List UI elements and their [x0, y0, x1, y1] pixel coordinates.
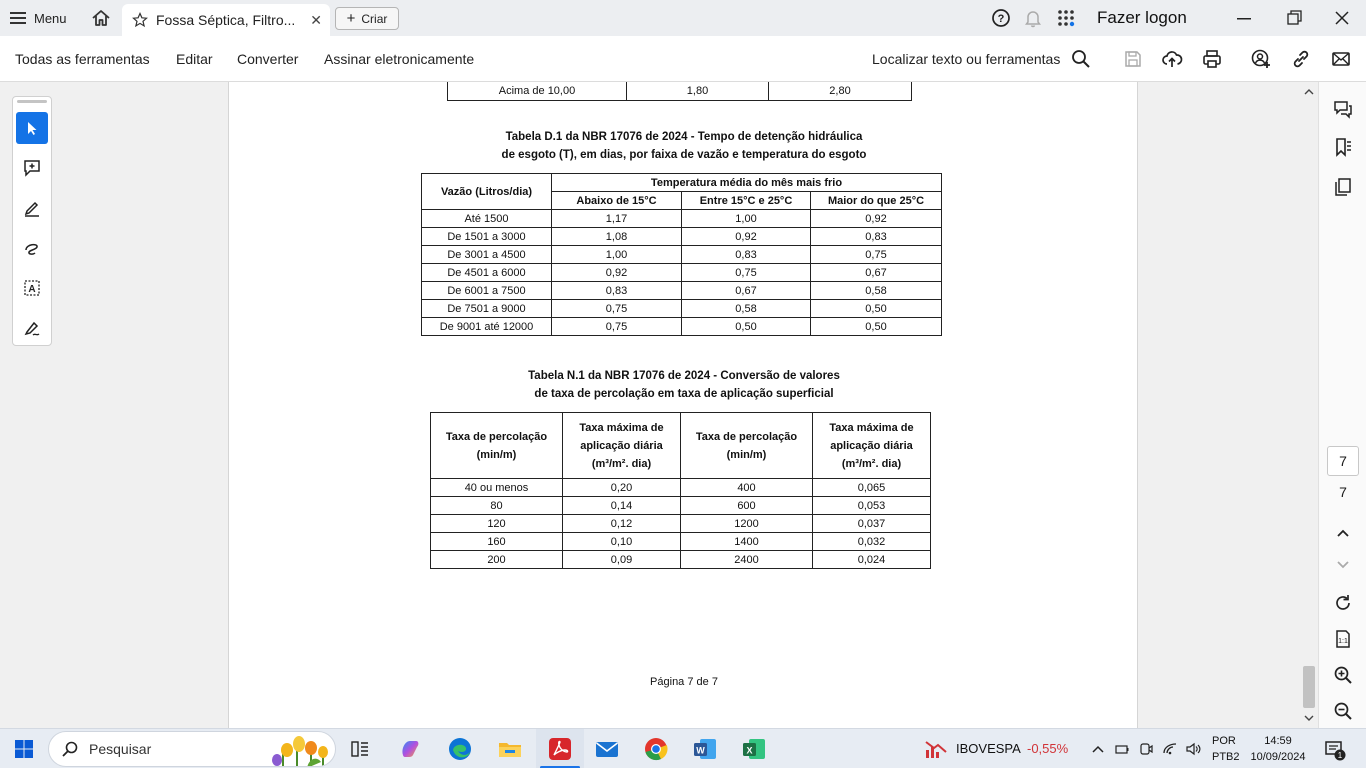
sign-in-button[interactable]: Fazer logon — [1097, 8, 1187, 27]
detention-time-cell: 0,67 — [811, 264, 942, 282]
header-line: Taxa máxima de — [829, 421, 914, 434]
detention-time-cell: 0,58 — [682, 300, 811, 318]
restore-icon[interactable] — [1282, 6, 1306, 30]
comment-tool[interactable] — [16, 152, 48, 184]
header-line: (m³/m². dia) — [591, 457, 652, 470]
percolation-rate-cell: 80 — [431, 497, 563, 515]
svg-text:?: ? — [997, 13, 1005, 25]
help-icon[interactable] — [990, 7, 1012, 29]
highlighter-icon — [22, 198, 42, 218]
table-row — [422, 300, 942, 318]
detention-time-cell: 1,08 — [552, 228, 682, 246]
application-rate-cell: 0,10 — [563, 533, 681, 551]
header-line: Taxa máxima de — [579, 421, 664, 434]
header-line: (min/m) — [476, 448, 517, 461]
all-tools-menu[interactable]: Todas as ferramentas — [15, 51, 150, 67]
sign-tool[interactable] — [16, 312, 48, 344]
table-d1-caption — [229, 128, 1139, 164]
detention-time-cell: 1,00 — [552, 246, 682, 264]
tab-title: Fossa Séptica, Filtro... — [156, 12, 296, 28]
menu-button[interactable] — [10, 6, 67, 30]
bookmarks-icon[interactable] — [1332, 136, 1354, 158]
header-line: Taxa de percolação — [695, 430, 798, 443]
menu-label: Menu — [34, 10, 67, 26]
next-page-icon[interactable] — [1332, 554, 1354, 576]
header-col: Abaixo de 15°C — [552, 192, 682, 210]
table-cell: 1,80 — [627, 82, 769, 100]
chevron-up-icon[interactable] — [1091, 742, 1105, 756]
star-icon[interactable] — [132, 12, 148, 28]
word-icon[interactable] — [691, 735, 719, 763]
detention-time-cell: 0,83 — [811, 228, 942, 246]
header-col: Maior do que 25°C — [811, 192, 942, 210]
detention-time-cell: 0,92 — [811, 210, 942, 228]
table-row — [431, 515, 931, 533]
detention-time-cell: 0,75 — [552, 300, 682, 318]
mail-app-icon[interactable] — [593, 735, 621, 763]
detention-time-cell: 0,92 — [552, 264, 682, 282]
table-row — [431, 497, 931, 515]
language-code: POR — [1212, 735, 1236, 747]
flow-range-cell: De 4501 a 6000 — [422, 264, 552, 282]
close-tab-icon[interactable]: ✕ — [310, 12, 322, 28]
detention-time-cell: 0,75 — [552, 318, 682, 336]
caption-line: Tabela D.1 da NBR 17076 de 2024 - Tempo de detenção hidráulica — [505, 131, 863, 143]
application-rate-cell: 0,14 — [563, 497, 681, 515]
add-comment-icon — [22, 158, 42, 178]
percolation-rate-cell: 200 — [431, 551, 563, 569]
stock-name[interactable]: IBOVESPA — [956, 741, 1021, 756]
percolation-rate-cell: 600 — [681, 497, 813, 515]
windows-taskbar — [0, 728, 1366, 768]
cursor-arrow-icon — [24, 120, 40, 136]
search-icon[interactable] — [1070, 48, 1092, 70]
create-label: Criar — [361, 11, 388, 26]
copilot-icon[interactable] — [396, 735, 424, 763]
stock-down-icon[interactable] — [924, 738, 948, 760]
comments-panel-icon[interactable] — [1332, 98, 1354, 120]
excel-icon[interactable] — [740, 735, 768, 763]
stock-change: -0,55% — [1027, 741, 1069, 756]
table-n1-body — [431, 479, 931, 569]
convert-menu[interactable]: Converter — [237, 51, 299, 67]
current-page-input[interactable]: 7 — [1327, 446, 1359, 476]
application-rate-cell: 0,037 — [813, 515, 931, 533]
detention-time-cell: 0,50 — [811, 318, 942, 336]
page-footer: Página 7 de 7 — [650, 676, 718, 688]
acrobat-pdf-icon — [546, 735, 574, 763]
previous-table-tail — [447, 82, 912, 101]
svg-text:A: A — [28, 284, 36, 295]
application-rate-cell: 0,12 — [563, 515, 681, 533]
detention-time-cell: 0,50 — [811, 300, 942, 318]
table-d1 — [421, 173, 942, 336]
flow-range-cell: De 3001 a 4500 — [422, 246, 552, 264]
flow-range-cell: De 6001 a 7500 — [422, 282, 552, 300]
header-col — [563, 413, 681, 479]
percolation-rate-cell: 160 — [431, 533, 563, 551]
create-button[interactable] — [335, 7, 399, 30]
caption-line: Tabela N.1 da NBR 17076 de 2024 - Conversão de valores — [528, 370, 840, 382]
search-placeholder: Pesquisar — [89, 741, 152, 757]
header-line: (min/m) — [726, 448, 767, 461]
application-rate-cell: 0,09 — [563, 551, 681, 569]
taskbar-search[interactable] — [48, 731, 336, 767]
save-icon[interactable] — [1122, 48, 1144, 70]
detention-time-cell: 1,17 — [552, 210, 682, 228]
clock-date: 10/09/2024 — [1250, 751, 1306, 763]
pdf-page — [228, 82, 1138, 728]
detention-time-cell: 0,83 — [682, 246, 811, 264]
rail-grip[interactable] — [17, 100, 47, 103]
link-icon[interactable] — [1290, 48, 1312, 70]
header-line: Taxa de percolação — [445, 430, 548, 443]
total-pages: 7 — [1339, 484, 1347, 500]
svg-text:1:1: 1:1 — [1338, 638, 1348, 645]
detention-time-cell: 0,92 — [682, 228, 811, 246]
header-line: aplicação diária — [830, 439, 913, 452]
previous-page-icon[interactable] — [1332, 522, 1354, 544]
flow-range-cell: De 7501 a 9000 — [422, 300, 552, 318]
caption-line: de taxa de percolação em taxa de aplicação superficial — [534, 388, 834, 400]
flow-range-cell: De 1501 a 3000 — [422, 228, 552, 246]
header-line: (m³/m². dia) — [841, 457, 902, 470]
table-row — [422, 282, 942, 300]
windows-start-icon[interactable] — [14, 739, 34, 759]
percolation-rate-cell: 120 — [431, 515, 563, 533]
battery-icon[interactable] — [1114, 741, 1130, 757]
chrome-icon[interactable] — [642, 735, 670, 763]
header-col — [681, 413, 813, 479]
flow-range-cell: Até 1500 — [422, 210, 552, 228]
application-rate-cell: 0,024 — [813, 551, 931, 569]
percolation-rate-cell: 40 ou menos — [431, 479, 563, 497]
minimize-icon[interactable] — [1232, 6, 1256, 30]
scroll-up-icon[interactable] — [1304, 88, 1314, 96]
detention-time-cell: 1,00 — [682, 210, 811, 228]
application-rate-cell: 0,065 — [813, 479, 931, 497]
title-bar — [0, 0, 1366, 36]
table-cell: Acima de 10,00 — [448, 82, 627, 100]
header-col: Entre 15°C e 25°C — [682, 192, 811, 210]
detention-time-cell: 0,58 — [811, 282, 942, 300]
file-explorer-icon[interactable] — [496, 735, 524, 763]
find-text-label[interactable]: Localizar texto ou ferramentas — [872, 51, 1061, 67]
wifi-icon[interactable] — [1162, 741, 1178, 757]
freehand-draw-icon — [22, 238, 42, 258]
header-temperature: Temperatura média do mês mais frio — [552, 174, 942, 192]
application-rate-cell: 0,032 — [813, 533, 931, 551]
text-recognition-tool[interactable] — [16, 272, 48, 304]
header-col — [813, 413, 931, 479]
pen-sign-icon — [22, 318, 42, 338]
bell-icon[interactable] — [1022, 7, 1044, 29]
table-n1 — [430, 412, 931, 569]
zoom-out-icon[interactable] — [1332, 700, 1354, 722]
keyboard-layout: PTB2 — [1212, 751, 1240, 763]
right-panel-rail — [1318, 82, 1366, 728]
scroll-down-icon[interactable] — [1304, 714, 1314, 722]
detention-time-cell: 0,50 — [682, 318, 811, 336]
main-toolbar — [0, 36, 1366, 82]
plus-icon: + — [346, 10, 356, 27]
table-row — [422, 264, 942, 282]
draw-tool[interactable] — [16, 232, 48, 264]
close-window-icon[interactable] — [1330, 6, 1354, 30]
detention-time-cell: 0,67 — [682, 282, 811, 300]
table-row — [422, 318, 942, 336]
detention-time-cell: 0,83 — [552, 282, 682, 300]
percolation-rate-cell: 1200 — [681, 515, 813, 533]
svg-text:X: X — [746, 745, 753, 756]
zoom-in-icon[interactable] — [1332, 664, 1354, 686]
pages-thumbnails-icon[interactable] — [1332, 176, 1354, 198]
highlight-tool[interactable] — [16, 192, 48, 224]
percolation-rate-cell: 1400 — [681, 533, 813, 551]
application-rate-cell: 0,053 — [813, 497, 931, 515]
clock-time: 14:59 — [1264, 735, 1292, 747]
cloud-upload-icon[interactable] — [1161, 48, 1183, 70]
taskbar-active-app[interactable] — [536, 729, 584, 768]
select-tool[interactable] — [16, 112, 48, 144]
table-row — [422, 228, 942, 246]
table-row — [431, 479, 931, 497]
tulips-decoration-icon — [267, 732, 336, 767]
notifications-icon[interactable] — [1323, 738, 1347, 762]
table-row — [431, 533, 931, 551]
header-line: aplicação diária — [580, 439, 663, 452]
detention-time-cell: 0,75 — [682, 264, 811, 282]
svg-text:W: W — [696, 745, 705, 756]
detention-time-cell: 0,75 — [811, 246, 942, 264]
document-viewport[interactable] — [0, 82, 1318, 728]
share-user-icon[interactable] — [1250, 48, 1272, 70]
table-row — [422, 210, 942, 228]
hamburger-icon — [10, 11, 26, 25]
print-icon[interactable] — [1201, 48, 1223, 70]
table-n1-header — [431, 413, 931, 479]
vertical-scrollbar[interactable] — [1300, 84, 1318, 728]
widgets-icon[interactable] — [346, 735, 374, 763]
flow-range-cell: De 9001 até 12000 — [422, 318, 552, 336]
home-icon[interactable] — [90, 7, 112, 29]
search-icon — [61, 740, 79, 758]
table-row — [431, 551, 931, 569]
document-tab[interactable] — [122, 4, 330, 36]
percolation-rate-cell: 2400 — [681, 551, 813, 569]
application-rate-cell: 0,20 — [563, 479, 681, 497]
tool-rail — [12, 96, 52, 346]
rotate-icon[interactable] — [1332, 592, 1354, 614]
caption-line: de esgoto (T), em dias, por faixa de vazão e temperatura do esgoto — [501, 149, 867, 161]
sign-menu[interactable]: Assinar eletronicamente — [324, 51, 475, 67]
table-n1-caption — [229, 367, 1139, 403]
keyboard-language[interactable] — [1212, 733, 1240, 765]
header-flow: Vazão (Litros/dia) — [422, 174, 552, 210]
table-cell: 2,80 — [769, 82, 912, 100]
text-box-icon — [22, 278, 42, 298]
edge-browser-icon[interactable] — [446, 735, 474, 763]
system-clock[interactable] — [1248, 733, 1308, 765]
header-col — [431, 413, 563, 479]
meet-now-icon[interactable] — [1138, 741, 1154, 757]
volume-icon[interactable] — [1185, 741, 1201, 757]
percolation-rate-cell: 400 — [681, 479, 813, 497]
scrollbar-thumb[interactable] — [1303, 666, 1315, 708]
table-d1-body — [422, 210, 942, 336]
edit-menu[interactable]: Editar — [176, 51, 213, 67]
mail-icon[interactable] — [1330, 48, 1352, 70]
notification-count: 1 — [1337, 751, 1343, 760]
apps-grid-icon[interactable] — [1055, 7, 1077, 29]
table-row — [422, 246, 942, 264]
actual-size-icon[interactable] — [1332, 628, 1354, 650]
